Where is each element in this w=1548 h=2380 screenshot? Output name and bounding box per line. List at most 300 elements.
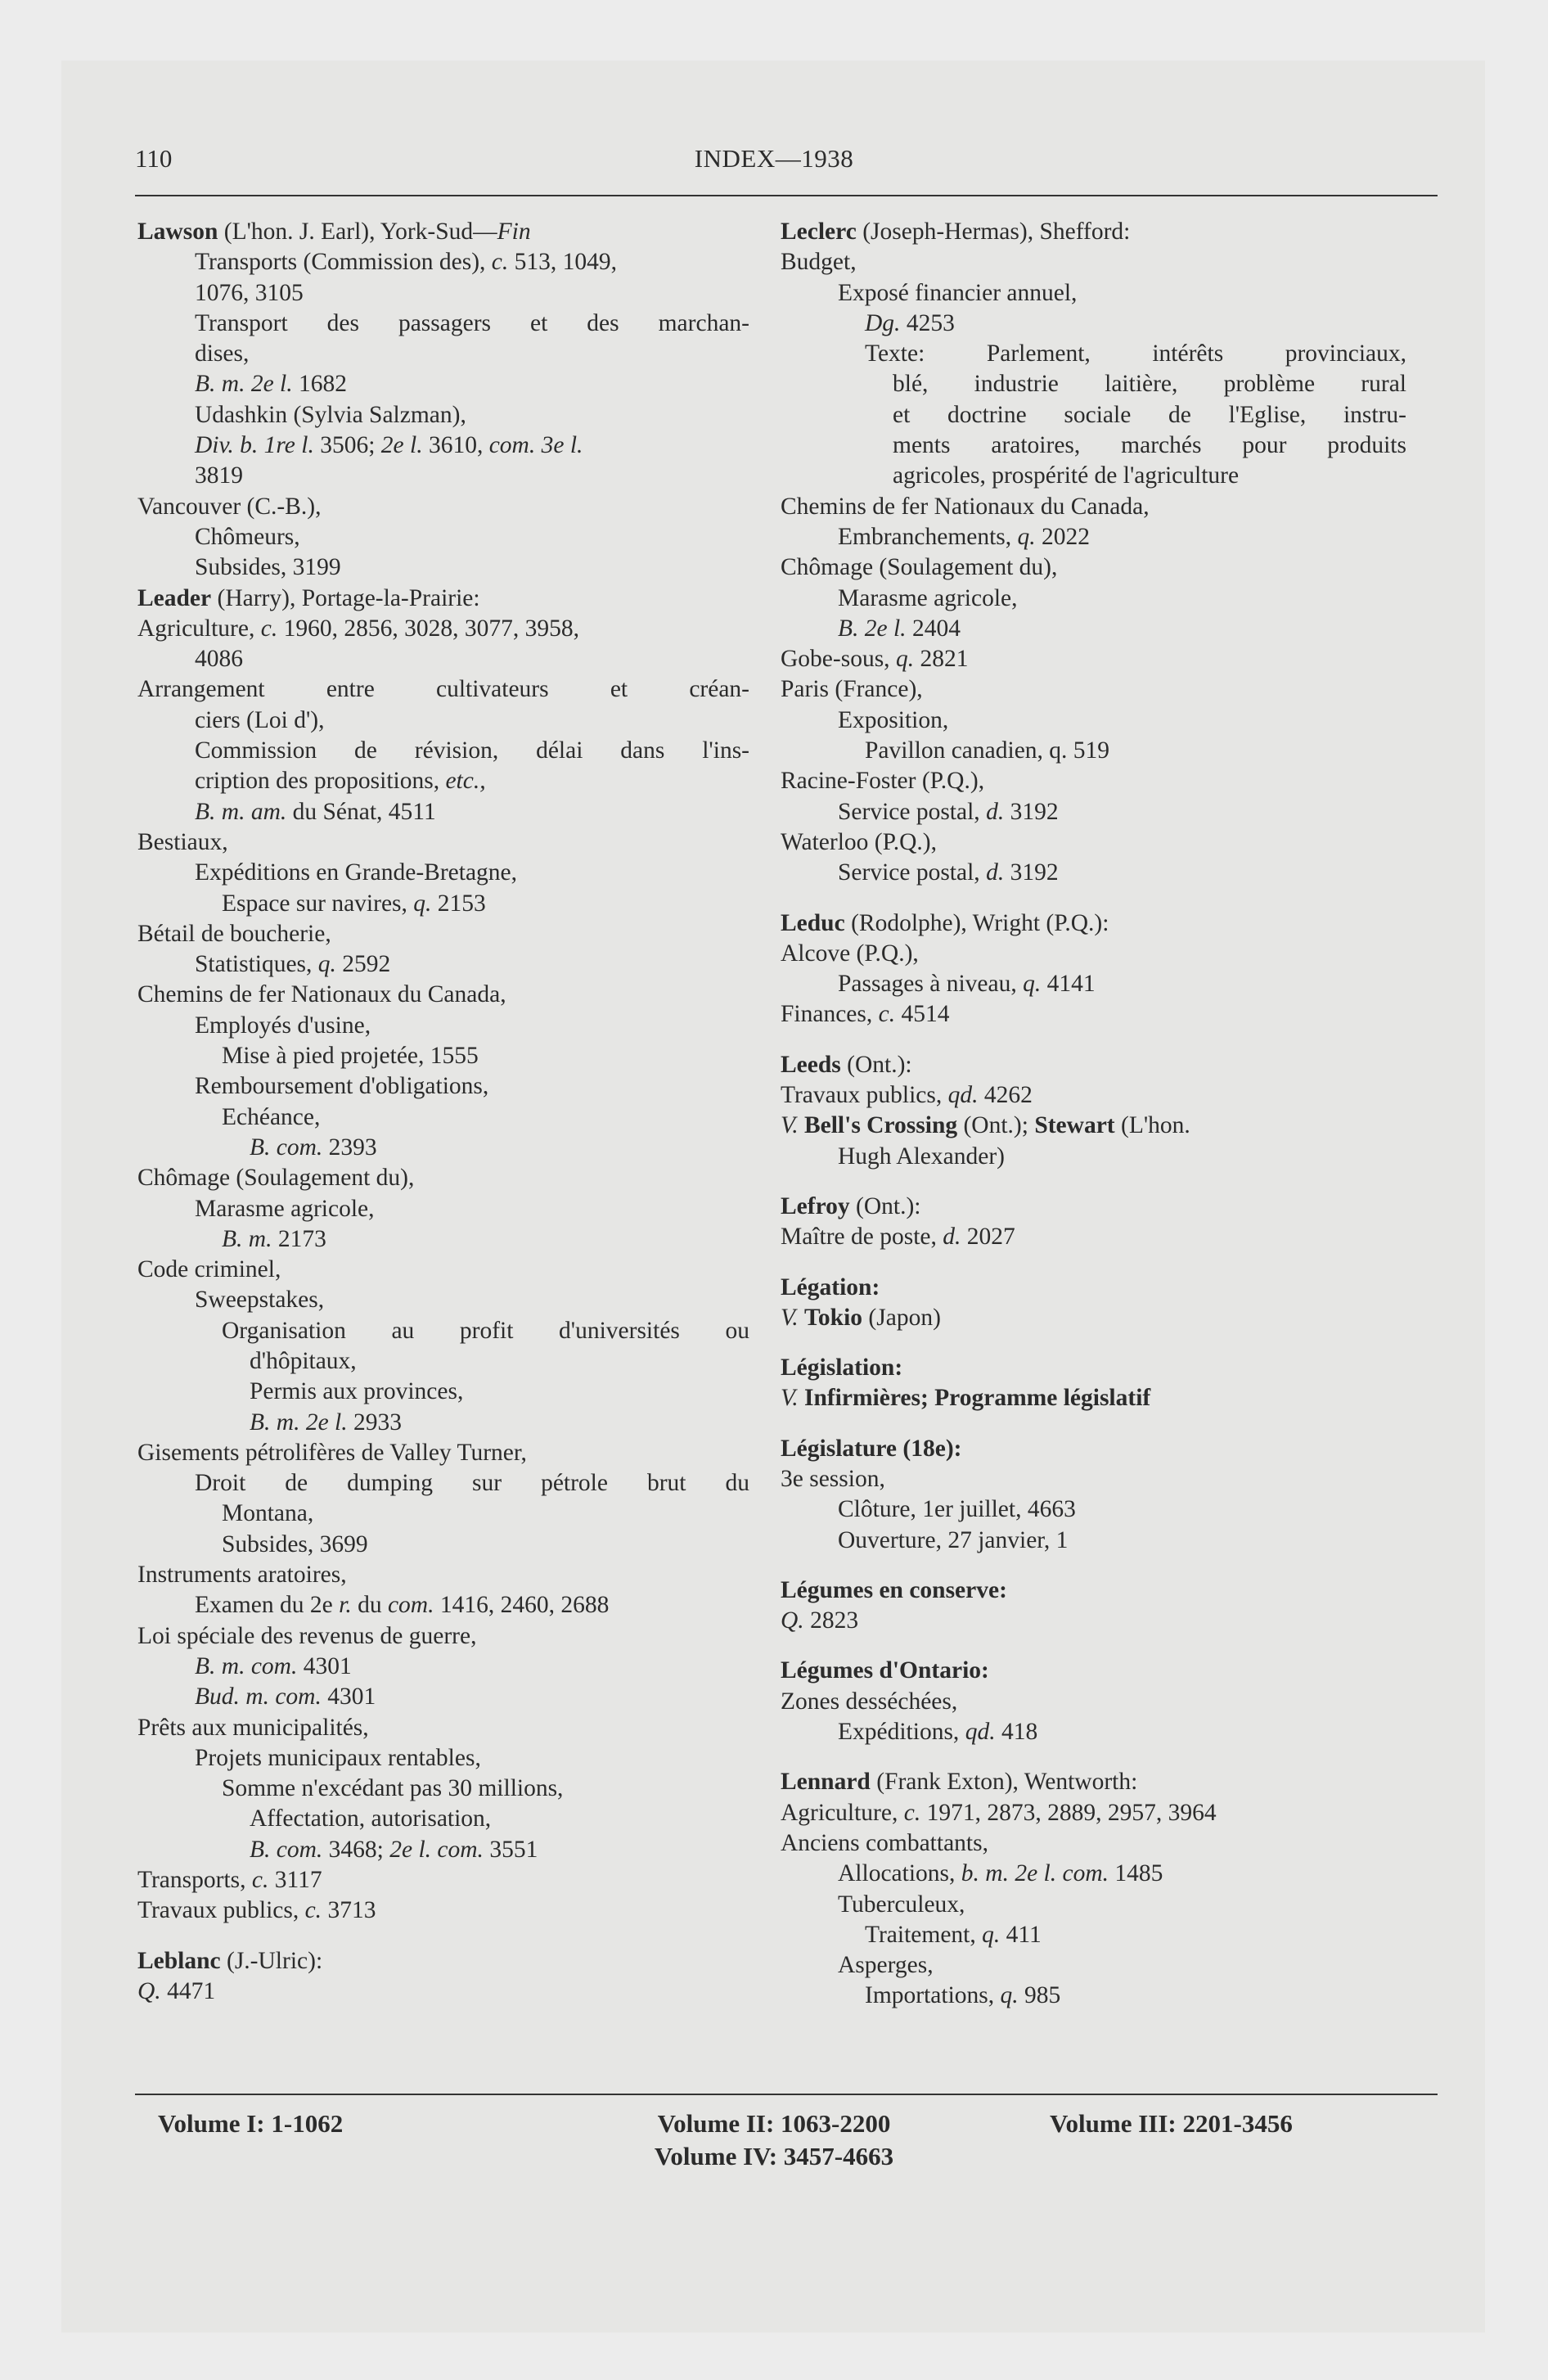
text-run: Service postal, xyxy=(838,798,987,825)
index-entry-heading xyxy=(137,217,749,247)
index-subentry xyxy=(781,430,1406,461)
text-run: Travaux publics, xyxy=(137,1897,305,1924)
text-run: (J.-Ulric): xyxy=(220,1947,323,1974)
text-run: Expéditions en Grande-Bretagne, xyxy=(195,859,518,886)
text-run: Statistiques, xyxy=(195,951,318,978)
index-subentry xyxy=(137,889,749,919)
italic-abbrev: Q. xyxy=(137,1977,161,2004)
text-run: Service postal, xyxy=(838,859,987,886)
index-subentry xyxy=(137,430,749,461)
italic-abbrev: B. m. 2e l. xyxy=(250,1409,348,1436)
index-subentry xyxy=(137,1804,749,1834)
index-subentry xyxy=(781,939,1406,969)
text-run: Alcove (P.Q.), xyxy=(781,940,919,967)
index-entry-heading xyxy=(781,1434,1406,1464)
text-run: Droit de dumping sur pétrole brut du xyxy=(195,1470,749,1497)
index-subentry xyxy=(781,1303,1406,1333)
text-run: Commission de révision, délai dans l'ins- xyxy=(195,737,749,764)
index-subentry xyxy=(137,1011,749,1041)
entry-gap xyxy=(781,1253,1406,1273)
index-subentry xyxy=(781,827,1406,858)
index-subentry xyxy=(781,705,1406,736)
text-run: 985 xyxy=(1018,1982,1061,2009)
text-run: 1416, 2460, 2688 xyxy=(434,1592,610,1619)
text-run: 2592 xyxy=(335,951,391,978)
text-run: dises, xyxy=(195,340,250,367)
index-subentry xyxy=(781,736,1406,766)
index-subentry xyxy=(781,552,1406,583)
index-subentry xyxy=(781,674,1406,705)
volume-ranges-middle xyxy=(0,2107,1548,2173)
text-run: 3713 xyxy=(322,1897,376,1924)
index-subentry xyxy=(781,644,1406,674)
text-run: Organisation au profit d'universités ou xyxy=(222,1317,749,1344)
text-run: Code criminel, xyxy=(137,1256,281,1283)
text-run: Racine-Foster (P.Q.), xyxy=(781,768,985,795)
text-run: Asperges, xyxy=(838,1952,934,1979)
text-run: Loi spéciale des revenus de guerre, xyxy=(137,1622,477,1649)
index-subentry xyxy=(781,797,1406,827)
index-subentry xyxy=(137,1346,749,1377)
text-run: agricoles, prospérité de l'agriculture xyxy=(893,462,1240,489)
bold-text: Légumes d'Ontario: xyxy=(781,1657,989,1684)
italic-abbrev: qd. xyxy=(965,1719,996,1746)
text-run: Mise à pied projetée, 1555 xyxy=(222,1043,479,1070)
index-subentry xyxy=(781,1859,1406,1889)
text-run: 1682 xyxy=(292,371,347,398)
index-subentry xyxy=(781,766,1406,796)
page-number: 110 xyxy=(135,144,173,173)
index-subentry xyxy=(137,278,749,309)
text-run: Bétail de boucherie, xyxy=(137,920,331,947)
index-subentry xyxy=(137,1652,749,1682)
text-run: Anciens combattants, xyxy=(781,1829,988,1856)
bold-text: Lennard xyxy=(781,1769,871,1796)
bold-text: Lefroy xyxy=(781,1192,850,1219)
bold-text: Leader xyxy=(137,584,212,611)
index-subentry xyxy=(137,1682,749,1712)
italic-abbrev: B. com. xyxy=(250,1836,323,1863)
index-subentry xyxy=(137,1743,749,1774)
index-subentry xyxy=(137,980,749,1010)
text-run: Permis aux provinces, xyxy=(250,1378,464,1405)
entry-gap xyxy=(781,889,1406,908)
index-subentry xyxy=(781,1494,1406,1525)
index-subentry xyxy=(137,492,749,522)
text-run: Sweepstakes, xyxy=(195,1287,325,1314)
text-run: blé, industrie laitière, problème rural xyxy=(893,371,1406,398)
italic-abbrev: b. m. 2e l. com. xyxy=(961,1860,1109,1887)
text-run: Employés d'usine, xyxy=(195,1012,371,1039)
index-subentry xyxy=(781,1798,1406,1828)
text-run: Montana, xyxy=(222,1500,314,1527)
text-run: (L'hon. xyxy=(1114,1112,1190,1139)
text-run: (L'hon. J. Earl), York-Sud— xyxy=(218,219,497,245)
index-subentry xyxy=(137,1102,749,1133)
italic-abbrev: Bud. m. com. xyxy=(195,1684,322,1711)
text-run: 4262 xyxy=(978,1082,1033,1109)
bold-text: Leduc xyxy=(781,909,845,936)
text-run: Echéance, xyxy=(222,1103,321,1130)
italic-abbrev: B. m. xyxy=(222,1225,272,1252)
text-run: (Ont.): xyxy=(849,1192,921,1219)
text-run: Arrangement entre cultivateurs et créan- xyxy=(137,676,749,703)
index-subentry xyxy=(781,969,1406,999)
text-run: 3506; xyxy=(313,432,381,459)
index-column-right xyxy=(781,217,1406,2012)
index-subentry xyxy=(137,1865,749,1895)
text-run: 3468; xyxy=(322,1836,390,1863)
text-run: Marasme agricole, xyxy=(195,1195,375,1222)
italic-abbrev: c. xyxy=(903,1799,921,1826)
italic-abbrev: Dg. xyxy=(865,309,901,336)
text-run: 3117 xyxy=(268,1867,322,1894)
italic-abbrev: c. xyxy=(304,1897,322,1924)
index-subentry xyxy=(137,1835,749,1865)
index-subentry xyxy=(137,1224,749,1255)
bold-text: Infirmières; Programme législatif xyxy=(803,1385,1151,1412)
index-subentry xyxy=(781,999,1406,1030)
bold-text: Légation: xyxy=(781,1273,880,1300)
index-subentry xyxy=(137,1194,749,1224)
italic-abbrev: q. xyxy=(982,1921,1001,1948)
text-run: 2823 xyxy=(803,1607,859,1634)
footer-rule xyxy=(135,2094,1438,2095)
italic-abbrev: c. xyxy=(878,1001,896,1028)
text-run: Transports (Commission des), xyxy=(195,249,492,276)
text-run: Agriculture, xyxy=(781,1799,904,1826)
text-run: Budget, xyxy=(781,249,857,276)
index-entry-heading xyxy=(781,1353,1406,1383)
text-run: Vancouver (C.-B.), xyxy=(137,493,322,520)
index-subentry xyxy=(781,1687,1406,1717)
text-run: Paris (France), xyxy=(781,676,923,703)
text-run: 4301 xyxy=(297,1652,352,1679)
text-run: 3819 xyxy=(195,462,243,489)
text-run: 3192 xyxy=(1004,859,1059,886)
text-run: Chômeurs, xyxy=(195,523,300,550)
text-run: Prêts aux municipalités, xyxy=(137,1714,369,1741)
italic-abbrev: B. 2e l. xyxy=(838,615,907,642)
text-run: 2153 xyxy=(431,890,486,917)
text-run: Pavillon canadien, q. 519 xyxy=(865,737,1110,764)
text-run xyxy=(799,1305,804,1331)
volume-range-3: Volume III: 2201-3456 xyxy=(1050,2109,1293,2138)
text-run: Bestiaux, xyxy=(137,828,228,855)
bold-text: Leclerc xyxy=(781,219,857,245)
index-subentry xyxy=(137,797,749,827)
index-subentry xyxy=(781,1828,1406,1859)
entry-gap xyxy=(781,1556,1406,1575)
text-run: Maître de poste, xyxy=(781,1224,943,1251)
index-subentry xyxy=(137,522,749,552)
bold-text: Législation: xyxy=(781,1355,903,1382)
index-subentry xyxy=(781,278,1406,309)
text-run: 1076, 3105 xyxy=(195,279,304,306)
index-entry-heading xyxy=(781,1192,1406,1222)
text-run: 2933 xyxy=(347,1409,402,1436)
italic-abbrev: B. m. com. xyxy=(195,1652,298,1679)
italic-abbrev: d. xyxy=(943,1224,961,1251)
index-subentry xyxy=(137,1621,749,1652)
index-subentry xyxy=(137,858,749,888)
index-subentry xyxy=(137,766,749,796)
italic-abbrev: q. xyxy=(413,890,432,917)
text-run: Importations, xyxy=(865,1982,1001,2009)
text-run: du Sénat, 4511 xyxy=(286,798,436,825)
index-subentry xyxy=(781,584,1406,614)
text-run: cription des propositions, xyxy=(195,768,446,795)
text-run: 4141 xyxy=(1041,971,1096,998)
italic-abbrev: V. xyxy=(781,1385,799,1412)
text-run: Chemins de fer Nationaux du Canada, xyxy=(781,493,1150,520)
index-subentry xyxy=(781,1950,1406,1981)
italic-abbrev: q. xyxy=(895,646,915,673)
index-subentry xyxy=(781,858,1406,888)
italic-abbrev: Q. xyxy=(781,1607,804,1634)
italic-abbrev: etc., xyxy=(445,768,486,795)
index-subentry xyxy=(781,1981,1406,2011)
index-subentry xyxy=(137,1041,749,1071)
italic-abbrev: qd. xyxy=(947,1082,979,1109)
text-run: Espace sur navires, xyxy=(222,890,414,917)
italic-abbrev: r. xyxy=(339,1592,352,1619)
index-subentry xyxy=(781,522,1406,552)
index-subentry xyxy=(137,461,749,491)
text-run: Waterloo (P.Q.), xyxy=(781,828,937,855)
index-entry-heading xyxy=(781,1575,1406,1606)
volume-range-1: Volume I: 1-1062 xyxy=(158,2109,344,2138)
text-run: 1971, 2873, 2889, 2957, 3964 xyxy=(920,1799,1217,1826)
index-subentry xyxy=(781,1111,1406,1141)
index-entry-heading xyxy=(781,1050,1406,1080)
index-entry-heading xyxy=(781,908,1406,939)
bold-text: Tokio xyxy=(803,1304,863,1331)
entry-gap xyxy=(781,1333,1406,1353)
italic-abbrev: Div. b. 1re l. xyxy=(195,432,314,459)
italic-abbrev: c. xyxy=(491,249,509,276)
text-run: 2022 xyxy=(1035,523,1091,550)
text-run: Somme n'excédant pas 30 millions, xyxy=(222,1775,564,1802)
text-run: Agriculture, xyxy=(137,615,261,642)
text-run: Traitement, xyxy=(865,1921,983,1948)
text-run: (Japon) xyxy=(862,1304,941,1331)
index-subentry xyxy=(137,1590,749,1620)
index-subentry xyxy=(137,827,749,858)
text-run: (Ont.); xyxy=(957,1112,1035,1139)
text-run: 3610, xyxy=(422,432,489,459)
text-run: Gobe-sous, xyxy=(781,646,896,673)
italic-abbrev: 2e l. xyxy=(380,432,423,459)
index-subentry xyxy=(137,1316,749,1346)
italic-abbrev: com. xyxy=(387,1592,434,1619)
text-run: Subsides, 3699 xyxy=(222,1530,368,1557)
text-run: Ouverture, 27 janvier, 1 xyxy=(838,1526,1069,1553)
text-run: 2393 xyxy=(322,1134,377,1161)
index-subentry xyxy=(137,1560,749,1590)
index-entry-heading xyxy=(137,1946,749,1977)
index-subentry xyxy=(137,644,749,674)
text-run: 2404 xyxy=(906,615,961,642)
bold-text: Leeds xyxy=(781,1051,841,1078)
text-run: Projets municipaux rentables, xyxy=(195,1744,481,1771)
index-column-left xyxy=(137,217,749,2007)
italic-abbrev: 2e l. com. xyxy=(389,1836,484,1863)
text-run: Transport des passagers et des marchan- xyxy=(195,309,749,336)
index-subentry xyxy=(781,1383,1406,1413)
text-run: 513, 1049, xyxy=(508,249,617,276)
text-run: 4514 xyxy=(895,1001,950,1028)
index-subentry xyxy=(137,1071,749,1102)
index-subentry xyxy=(137,339,749,369)
text-run: 418 xyxy=(995,1719,1038,1746)
text-run: ments aratoires, marchés pour produits xyxy=(893,432,1406,459)
text-run: 2027 xyxy=(961,1224,1015,1251)
text-run: Remboursement d'obligations, xyxy=(195,1073,489,1100)
text-run xyxy=(799,1112,804,1138)
text-run: 3551 xyxy=(483,1836,538,1863)
index-entry-heading xyxy=(781,1656,1406,1686)
index-subentry xyxy=(781,461,1406,491)
text-run: 1960, 2856, 3028, 3077, 3958, xyxy=(277,615,579,642)
italic-abbrev: c. xyxy=(260,615,278,642)
bold-text: Lawson xyxy=(137,219,218,245)
text-run: Subsides, 3199 xyxy=(195,554,341,581)
text-run: Udashkin (Sylvia Salzman), xyxy=(195,401,466,428)
italic-abbrev: V. xyxy=(781,1304,799,1331)
index-subentry xyxy=(137,1408,749,1438)
index-subentry xyxy=(137,1377,749,1407)
index-subentry xyxy=(137,1977,749,2007)
text-run: 411 xyxy=(1000,1921,1042,1948)
entry-gap xyxy=(137,1927,749,1946)
text-run: Travaux publics, xyxy=(781,1082,948,1109)
text-run: 4471 xyxy=(160,1977,216,2004)
index-subentry xyxy=(137,1163,749,1193)
index-subentry xyxy=(137,949,749,980)
index-subentry xyxy=(781,1606,1406,1636)
index-entry-heading xyxy=(781,217,1406,247)
text-run: du xyxy=(351,1592,388,1619)
italic-abbrev: d. xyxy=(986,859,1005,886)
index-subentry xyxy=(781,1222,1406,1252)
text-run: 4086 xyxy=(195,646,243,673)
text-run: Examen du 2e xyxy=(195,1592,340,1619)
entry-gap xyxy=(781,1030,1406,1050)
text-run: et doctrine sociale de l'Eglise, instru- xyxy=(893,401,1406,428)
text-run: Clôture, 1er juillet, 4663 xyxy=(838,1496,1076,1523)
index-subentry xyxy=(137,552,749,583)
index-subentry xyxy=(137,705,749,736)
index-subentry xyxy=(781,369,1406,399)
text-run: (Harry), Portage-la-Prairie: xyxy=(211,584,480,611)
index-subentry xyxy=(137,736,749,766)
italic-abbrev: B. m. 2e l. xyxy=(195,371,293,398)
bold-text: Légumes en conserve: xyxy=(781,1576,1007,1603)
text-run: 4301 xyxy=(321,1684,376,1711)
index-subentry xyxy=(137,1468,749,1499)
entry-gap xyxy=(781,1636,1406,1656)
text-run: (Rodolphe), Wright (P.Q.): xyxy=(844,909,1109,936)
index-subentry xyxy=(137,369,749,399)
text-run: Allocations, xyxy=(838,1860,961,1887)
index-subentry xyxy=(781,309,1406,339)
index-subentry xyxy=(137,400,749,430)
italic-abbrev: q. xyxy=(1017,523,1036,550)
italic-abbrev: q. xyxy=(1000,1982,1019,2009)
text-run: 1485 xyxy=(1109,1860,1163,1887)
text-run: Affectation, autorisation, xyxy=(250,1805,492,1832)
text-run xyxy=(799,1385,804,1411)
italic-abbrev: Fin xyxy=(497,219,531,245)
index-subentry xyxy=(137,1774,749,1804)
index-subentry xyxy=(137,674,749,705)
index-subentry xyxy=(781,247,1406,277)
index-subentry xyxy=(137,1499,749,1529)
index-subentry xyxy=(137,309,749,339)
volume-range-2: Volume II: 1063-2200 xyxy=(657,2109,891,2138)
text-run: d'hôpitaux, xyxy=(250,1347,357,1374)
bold-text: Stewart xyxy=(1034,1112,1115,1139)
text-run: Embranchements, xyxy=(838,523,1018,550)
bold-text: Bell's Crossing xyxy=(803,1112,958,1139)
text-run: Chômage (Soulagement du), xyxy=(137,1165,415,1192)
text-run: (Ont.): xyxy=(840,1051,912,1078)
index-subentry xyxy=(137,1133,749,1163)
index-entry-heading xyxy=(137,584,749,614)
text-run: Passages à niveau, xyxy=(838,971,1024,998)
text-run: 2173 xyxy=(272,1225,326,1252)
index-subentry xyxy=(781,339,1406,369)
italic-abbrev: B. com. xyxy=(250,1134,323,1161)
text-run: 3192 xyxy=(1004,798,1059,825)
index-subentry xyxy=(137,614,749,644)
text-run: Expéditions, xyxy=(838,1719,965,1746)
italic-abbrev: d. xyxy=(986,798,1005,825)
italic-abbrev: B. m. am. xyxy=(195,798,287,825)
index-subentry xyxy=(781,1142,1406,1172)
index-subentry xyxy=(781,1526,1406,1556)
text-run: Texte: Parlement, intérêts provinciaux, xyxy=(865,340,1406,367)
text-run: Gisements pétrolifères de Valley Turner, xyxy=(137,1439,527,1466)
index-subentry xyxy=(137,247,749,277)
text-run: Chemins de fer Nationaux du Canada, xyxy=(137,981,506,1008)
index-entry-heading xyxy=(781,1273,1406,1303)
index-subentry xyxy=(137,1895,749,1926)
index-subentry xyxy=(781,492,1406,522)
index-subentry xyxy=(781,1717,1406,1747)
text-run: 3e session, xyxy=(781,1465,885,1492)
italic-abbrev: q. xyxy=(1023,971,1042,998)
text-run: Marasme agricole, xyxy=(838,584,1018,611)
bold-text: Leblanc xyxy=(137,1947,221,1974)
bold-text: Législature (18e): xyxy=(781,1435,962,1462)
index-entry-heading xyxy=(781,1767,1406,1797)
text-run: (Joseph-Hermas), Shefford: xyxy=(856,219,1131,245)
text-run: Hugh Alexander) xyxy=(838,1143,1005,1170)
text-run: Instruments aratoires, xyxy=(137,1562,347,1589)
index-subentry xyxy=(137,1255,749,1285)
text-run: 4253 xyxy=(900,309,955,336)
index-subentry xyxy=(137,1530,749,1560)
text-run: Exposé financier annuel, xyxy=(838,279,1078,306)
italic-abbrev: V. xyxy=(781,1112,799,1139)
text-run: Finances, xyxy=(781,1001,879,1028)
index-subentry xyxy=(781,1464,1406,1494)
text-run: Transports, xyxy=(137,1867,252,1894)
index-subentry xyxy=(781,1890,1406,1920)
text-run: Chômage (Soulagement du), xyxy=(781,554,1058,581)
